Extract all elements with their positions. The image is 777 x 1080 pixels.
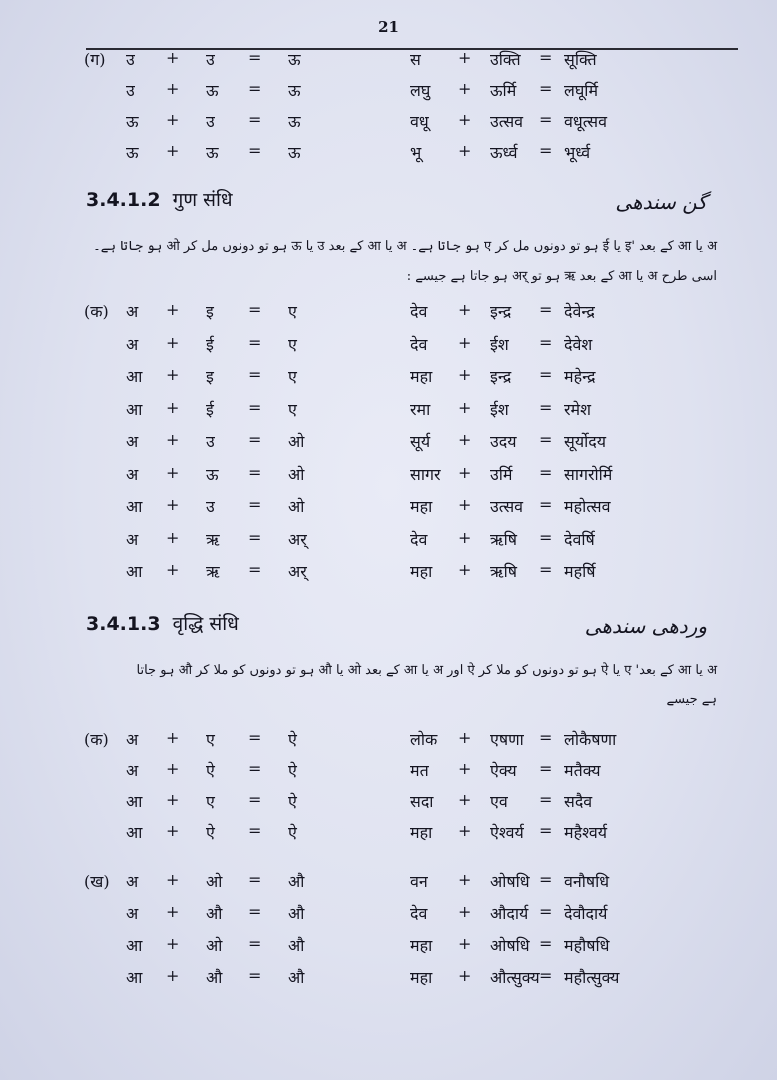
equals-sign: = (539, 141, 553, 160)
vowel-2: इ (206, 302, 214, 321)
word-1: मत (410, 761, 429, 780)
vowel-1: ऊ (126, 112, 139, 131)
sandhi-row (0, 141, 777, 171)
vowel-2: उ (206, 432, 215, 451)
equals-sign: = (248, 495, 262, 514)
vowel-1: अ (126, 529, 139, 549)
word-1: सूर्य (410, 432, 431, 451)
sandhi-row (0, 728, 777, 758)
sandhi-row (0, 790, 777, 820)
sandhi-row (0, 759, 777, 789)
word-1: देव (410, 904, 428, 923)
urdu-section-title: گن سندھی (615, 190, 707, 214)
word-1: लघु (410, 81, 431, 100)
plus-sign: + (166, 560, 180, 579)
vowel-1: अ (126, 761, 139, 780)
word-1: महा (410, 823, 433, 842)
plus-sign: + (166, 365, 180, 384)
equals-sign: = (539, 821, 553, 840)
vowel-result: औ (288, 936, 305, 955)
word-2: ऊर्मि (490, 81, 517, 100)
word-1: महा (410, 936, 433, 955)
plus-sign: + (458, 48, 472, 67)
urdu-intro-line: अ یا आ کے بعد' ए یا ऐ ہو تو دونوں کو ملا کر ऐ اور अ یا आ کے بعد ओ یا औ ہو تو دونوں کو ملا کر औ ہو جاتا (136, 663, 717, 678)
word-2: ऊर्ध्व (490, 143, 518, 162)
sandhi-row (0, 495, 777, 525)
word-2: ऐश्वर्य (490, 823, 524, 842)
word-result: महेन्द्र (564, 367, 596, 386)
word-result: देवर्षि (564, 529, 595, 549)
vowel-result: ए (288, 399, 297, 419)
vowel-result: ओ (288, 464, 305, 484)
word-1: महा (410, 367, 433, 386)
plus-sign: + (458, 934, 472, 953)
sandhi-row (0, 463, 777, 493)
word-1: रमा (410, 399, 431, 419)
sandhi-row (0, 48, 777, 78)
word-1: स (410, 50, 421, 69)
word-result: महौषधि (564, 936, 610, 955)
word-result: लघूर्मि (564, 81, 599, 100)
plus-sign: + (458, 300, 472, 319)
section-title: वृद्धि संधि (172, 613, 239, 635)
word-2: उक्ति (490, 50, 521, 69)
word-2: ओषधि (490, 936, 530, 955)
vowel-result: ए (288, 302, 297, 321)
plus-sign: + (166, 300, 180, 319)
equals-sign: = (248, 790, 262, 809)
plus-sign: + (458, 110, 472, 129)
plus-sign: + (458, 759, 472, 778)
vowel-result: ए (288, 367, 297, 386)
vowel-result: ए (288, 334, 297, 354)
plus-sign: + (458, 821, 472, 840)
sandhi-row (0, 430, 777, 460)
equals-sign: = (539, 300, 553, 319)
plus-sign: + (166, 902, 180, 921)
equals-sign: = (248, 902, 262, 921)
page-number: 21 (378, 18, 399, 36)
equals-sign: = (539, 902, 553, 921)
word-2: इन्द्र (490, 367, 512, 386)
equals-sign: = (248, 110, 262, 129)
word-2: इन्द्र (490, 302, 512, 321)
vowel-2: ओ (206, 936, 223, 955)
plus-sign: + (166, 966, 180, 985)
vowel-2: उ (206, 50, 215, 69)
plus-sign: + (458, 495, 472, 514)
word-result: महर्षि (564, 562, 596, 581)
vowel-result: ऐ (288, 761, 297, 780)
equals-sign: = (248, 966, 262, 985)
equals-sign: = (539, 332, 553, 352)
vowel-result: ऐ (288, 792, 297, 811)
vowel-2: ऋ (206, 562, 220, 581)
vowel-2: ऐ (206, 761, 215, 780)
plus-sign: + (458, 397, 472, 417)
word-result: वधूत्सव (564, 112, 608, 131)
equals-sign: = (248, 332, 262, 352)
vowel-1: आ (126, 562, 143, 581)
sandhi-row (0, 902, 777, 932)
plus-sign: + (166, 430, 180, 449)
equals-sign: = (248, 141, 262, 160)
vowel-2: ई (206, 399, 214, 419)
word-1: लोक (410, 730, 438, 749)
word-1: भू (410, 143, 422, 162)
vowel-result: ओ (288, 497, 305, 516)
equals-sign: = (248, 527, 262, 547)
vowel-result: औ (288, 904, 305, 923)
word-result: महौत्सुक्य (564, 968, 620, 987)
vowel-2: औ (206, 968, 223, 987)
vowel-2: उ (206, 497, 215, 516)
vowel-1: उ (126, 50, 135, 69)
equals-sign: = (248, 821, 262, 840)
plus-sign: + (458, 365, 472, 384)
vowel-1: अ (126, 302, 139, 321)
word-1: महा (410, 562, 433, 581)
vowel-result: अर् (288, 562, 307, 581)
equals-sign: = (539, 934, 553, 953)
vowel-1: आ (126, 792, 143, 811)
sandhi-row (0, 870, 777, 900)
word-1: महा (410, 968, 433, 987)
equals-sign: = (248, 870, 262, 889)
section-number: 3.4.1.2 (86, 189, 161, 211)
equals-sign: = (248, 759, 262, 778)
row-marker: (क) (84, 730, 109, 749)
word-2: औदार्य (490, 904, 529, 923)
vowel-2: ऋ (206, 529, 220, 549)
vowel-2: ए (206, 730, 215, 749)
word-2: औत्सुक्य (490, 968, 540, 987)
sandhi-row (0, 110, 777, 140)
vowel-result: ओ (288, 432, 305, 451)
equals-sign: = (248, 560, 262, 579)
equals-sign: = (248, 48, 262, 67)
word-1: सदा (410, 792, 434, 811)
equals-sign: = (248, 365, 262, 384)
vowel-result: ऐ (288, 730, 297, 749)
plus-sign: + (166, 48, 180, 67)
word-result: देवौदार्य (564, 904, 608, 923)
sandhi-row (0, 398, 777, 428)
plus-sign: + (458, 790, 472, 809)
vowel-result: ऊ (288, 112, 301, 131)
equals-sign: = (539, 966, 553, 985)
vowel-1: आ (126, 968, 143, 987)
sandhi-row (0, 79, 777, 109)
plus-sign: + (458, 560, 472, 579)
word-result: सूर्योदय (564, 432, 607, 451)
vowel-2: ऊ (206, 81, 219, 100)
vowel-1: ऊ (126, 143, 139, 162)
plus-sign: + (166, 79, 180, 98)
plus-sign: + (458, 902, 472, 921)
equals-sign: = (248, 462, 262, 482)
word-2: उत्सव (490, 497, 524, 516)
word-result: सागरोर्मि (564, 464, 613, 484)
sandhi-row (0, 560, 777, 590)
word-1: महा (410, 497, 433, 516)
equals-sign: = (248, 397, 262, 417)
word-result: लोकैषणा (564, 730, 617, 749)
sandhi-row (0, 365, 777, 395)
section-heading-vriddhi (86, 610, 239, 636)
word-2: एषणा (490, 730, 524, 749)
plus-sign: + (458, 870, 472, 889)
vowel-1: अ (126, 432, 139, 451)
vowel-2: इ (206, 367, 214, 386)
word-result: महैश्वर्य (564, 823, 608, 842)
section-number: 3.4.1.3 (86, 613, 161, 635)
equals-sign: = (539, 397, 553, 417)
word-1: देव (410, 529, 428, 549)
word-2: ईश (490, 399, 509, 419)
plus-sign: + (458, 332, 472, 352)
plus-sign: + (166, 527, 180, 547)
row-marker: (ग) (84, 50, 106, 69)
equals-sign: = (539, 790, 553, 809)
vowel-1: अ (126, 730, 139, 749)
vowel-2: ऐ (206, 823, 215, 842)
vowel-2: ओ (206, 872, 223, 891)
equals-sign: = (539, 527, 553, 547)
vowel-1: अ (126, 464, 139, 484)
urdu-intro-line: अ یا आ کے بعد 'इ یا ई ہو تو دونوں مل کر ए ہو جاتا ہے۔ अ یا आ کے بعد उ یا ऊ ہو تو دونوں مل کر ओ ہو جاتا ہے۔ (93, 239, 717, 254)
word-2: ऋषि (490, 529, 518, 549)
vowel-1: आ (126, 497, 143, 516)
word-2: उत्सव (490, 112, 524, 131)
vowel-1: उ (126, 81, 135, 100)
vowel-1: आ (126, 367, 143, 386)
plus-sign: + (166, 332, 180, 352)
equals-sign: = (539, 79, 553, 98)
urdu-intro-line: ہے جیسے (666, 692, 717, 707)
vowel-result: औ (288, 872, 305, 891)
plus-sign: + (166, 934, 180, 953)
plus-sign: + (166, 397, 180, 417)
sandhi-row (0, 821, 777, 851)
equals-sign: = (248, 300, 262, 319)
word-2: उर्मि (490, 464, 513, 484)
word-result: महोत्सव (564, 497, 611, 516)
vowel-2: औ (206, 904, 223, 923)
plus-sign: + (458, 430, 472, 449)
plus-sign: + (166, 821, 180, 840)
vowel-result: अर् (288, 529, 307, 549)
word-result: देवेन्द्र (564, 302, 595, 321)
section-heading-guna (86, 186, 233, 212)
plus-sign: + (166, 110, 180, 129)
equals-sign: = (539, 365, 553, 384)
urdu-section-title: وردھی سندھی (584, 614, 707, 638)
equals-sign: = (248, 728, 262, 747)
equals-sign: = (248, 430, 262, 449)
word-result: भूर्ध्व (564, 143, 591, 162)
equals-sign: = (539, 560, 553, 579)
vowel-2: ए (206, 792, 215, 811)
equals-sign: = (539, 48, 553, 67)
vowel-1: आ (126, 399, 143, 419)
word-2: ऐक्य (490, 761, 517, 780)
equals-sign: = (539, 110, 553, 129)
word-result: देवेश (564, 334, 593, 354)
plus-sign: + (458, 966, 472, 985)
equals-sign: = (539, 462, 553, 482)
vowel-2: ऊ (206, 464, 219, 484)
plus-sign: + (458, 79, 472, 98)
equals-sign: = (248, 79, 262, 98)
word-result: वनौषधि (564, 872, 610, 891)
word-2: ऋषि (490, 562, 518, 581)
sandhi-row (0, 934, 777, 964)
plus-sign: + (166, 870, 180, 889)
word-result: सूक्ति (564, 50, 597, 69)
row-marker: (ख) (84, 872, 110, 891)
urdu-intro-line: اسی طرح अ یا आ کے بعد ऋ ہو تو अर् ہو جاتا ہے جیسے : (406, 269, 717, 284)
vowel-result: ऊ (288, 50, 301, 69)
vowel-1: आ (126, 936, 143, 955)
sandhi-row (0, 300, 777, 330)
word-result: सदैव (564, 792, 593, 811)
vowel-result: ऐ (288, 823, 297, 842)
word-1: देव (410, 302, 428, 321)
sandhi-row (0, 966, 777, 996)
vowel-result: ऊ (288, 143, 301, 162)
word-result: रमेश (564, 399, 591, 419)
equals-sign: = (539, 728, 553, 747)
plus-sign: + (458, 141, 472, 160)
vowel-result: औ (288, 968, 305, 987)
vowel-result: ऊ (288, 81, 301, 100)
word-2: ईश (490, 334, 509, 354)
equals-sign: = (539, 759, 553, 778)
vowel-2: ई (206, 334, 214, 354)
word-1: वधू (410, 112, 429, 131)
plus-sign: + (166, 728, 180, 747)
plus-sign: + (166, 759, 180, 778)
equals-sign: = (539, 870, 553, 889)
word-1: देव (410, 334, 428, 354)
plus-sign: + (458, 728, 472, 747)
vowel-1: अ (126, 904, 139, 923)
vowel-1: आ (126, 823, 143, 842)
plus-sign: + (166, 790, 180, 809)
plus-sign: + (166, 462, 180, 482)
plus-sign: + (166, 495, 180, 514)
word-2: एव (490, 792, 508, 811)
equals-sign: = (248, 934, 262, 953)
vowel-2: उ (206, 112, 215, 131)
section-title: गुण संधि (172, 189, 233, 211)
word-result: मतैक्य (564, 761, 601, 780)
vowel-1: अ (126, 872, 139, 891)
sandhi-row (0, 528, 777, 558)
plus-sign: + (166, 141, 180, 160)
vowel-1: अ (126, 334, 139, 354)
word-1: वन (410, 872, 428, 891)
row-marker: (क) (84, 302, 109, 321)
plus-sign: + (458, 527, 472, 547)
equals-sign: = (539, 430, 553, 449)
plus-sign: + (458, 462, 472, 482)
word-1: सागर (410, 464, 441, 484)
sandhi-row (0, 333, 777, 363)
word-2: ओषधि (490, 872, 530, 891)
equals-sign: = (539, 495, 553, 514)
word-2: उदय (490, 432, 517, 451)
vowel-2: ऊ (206, 143, 219, 162)
